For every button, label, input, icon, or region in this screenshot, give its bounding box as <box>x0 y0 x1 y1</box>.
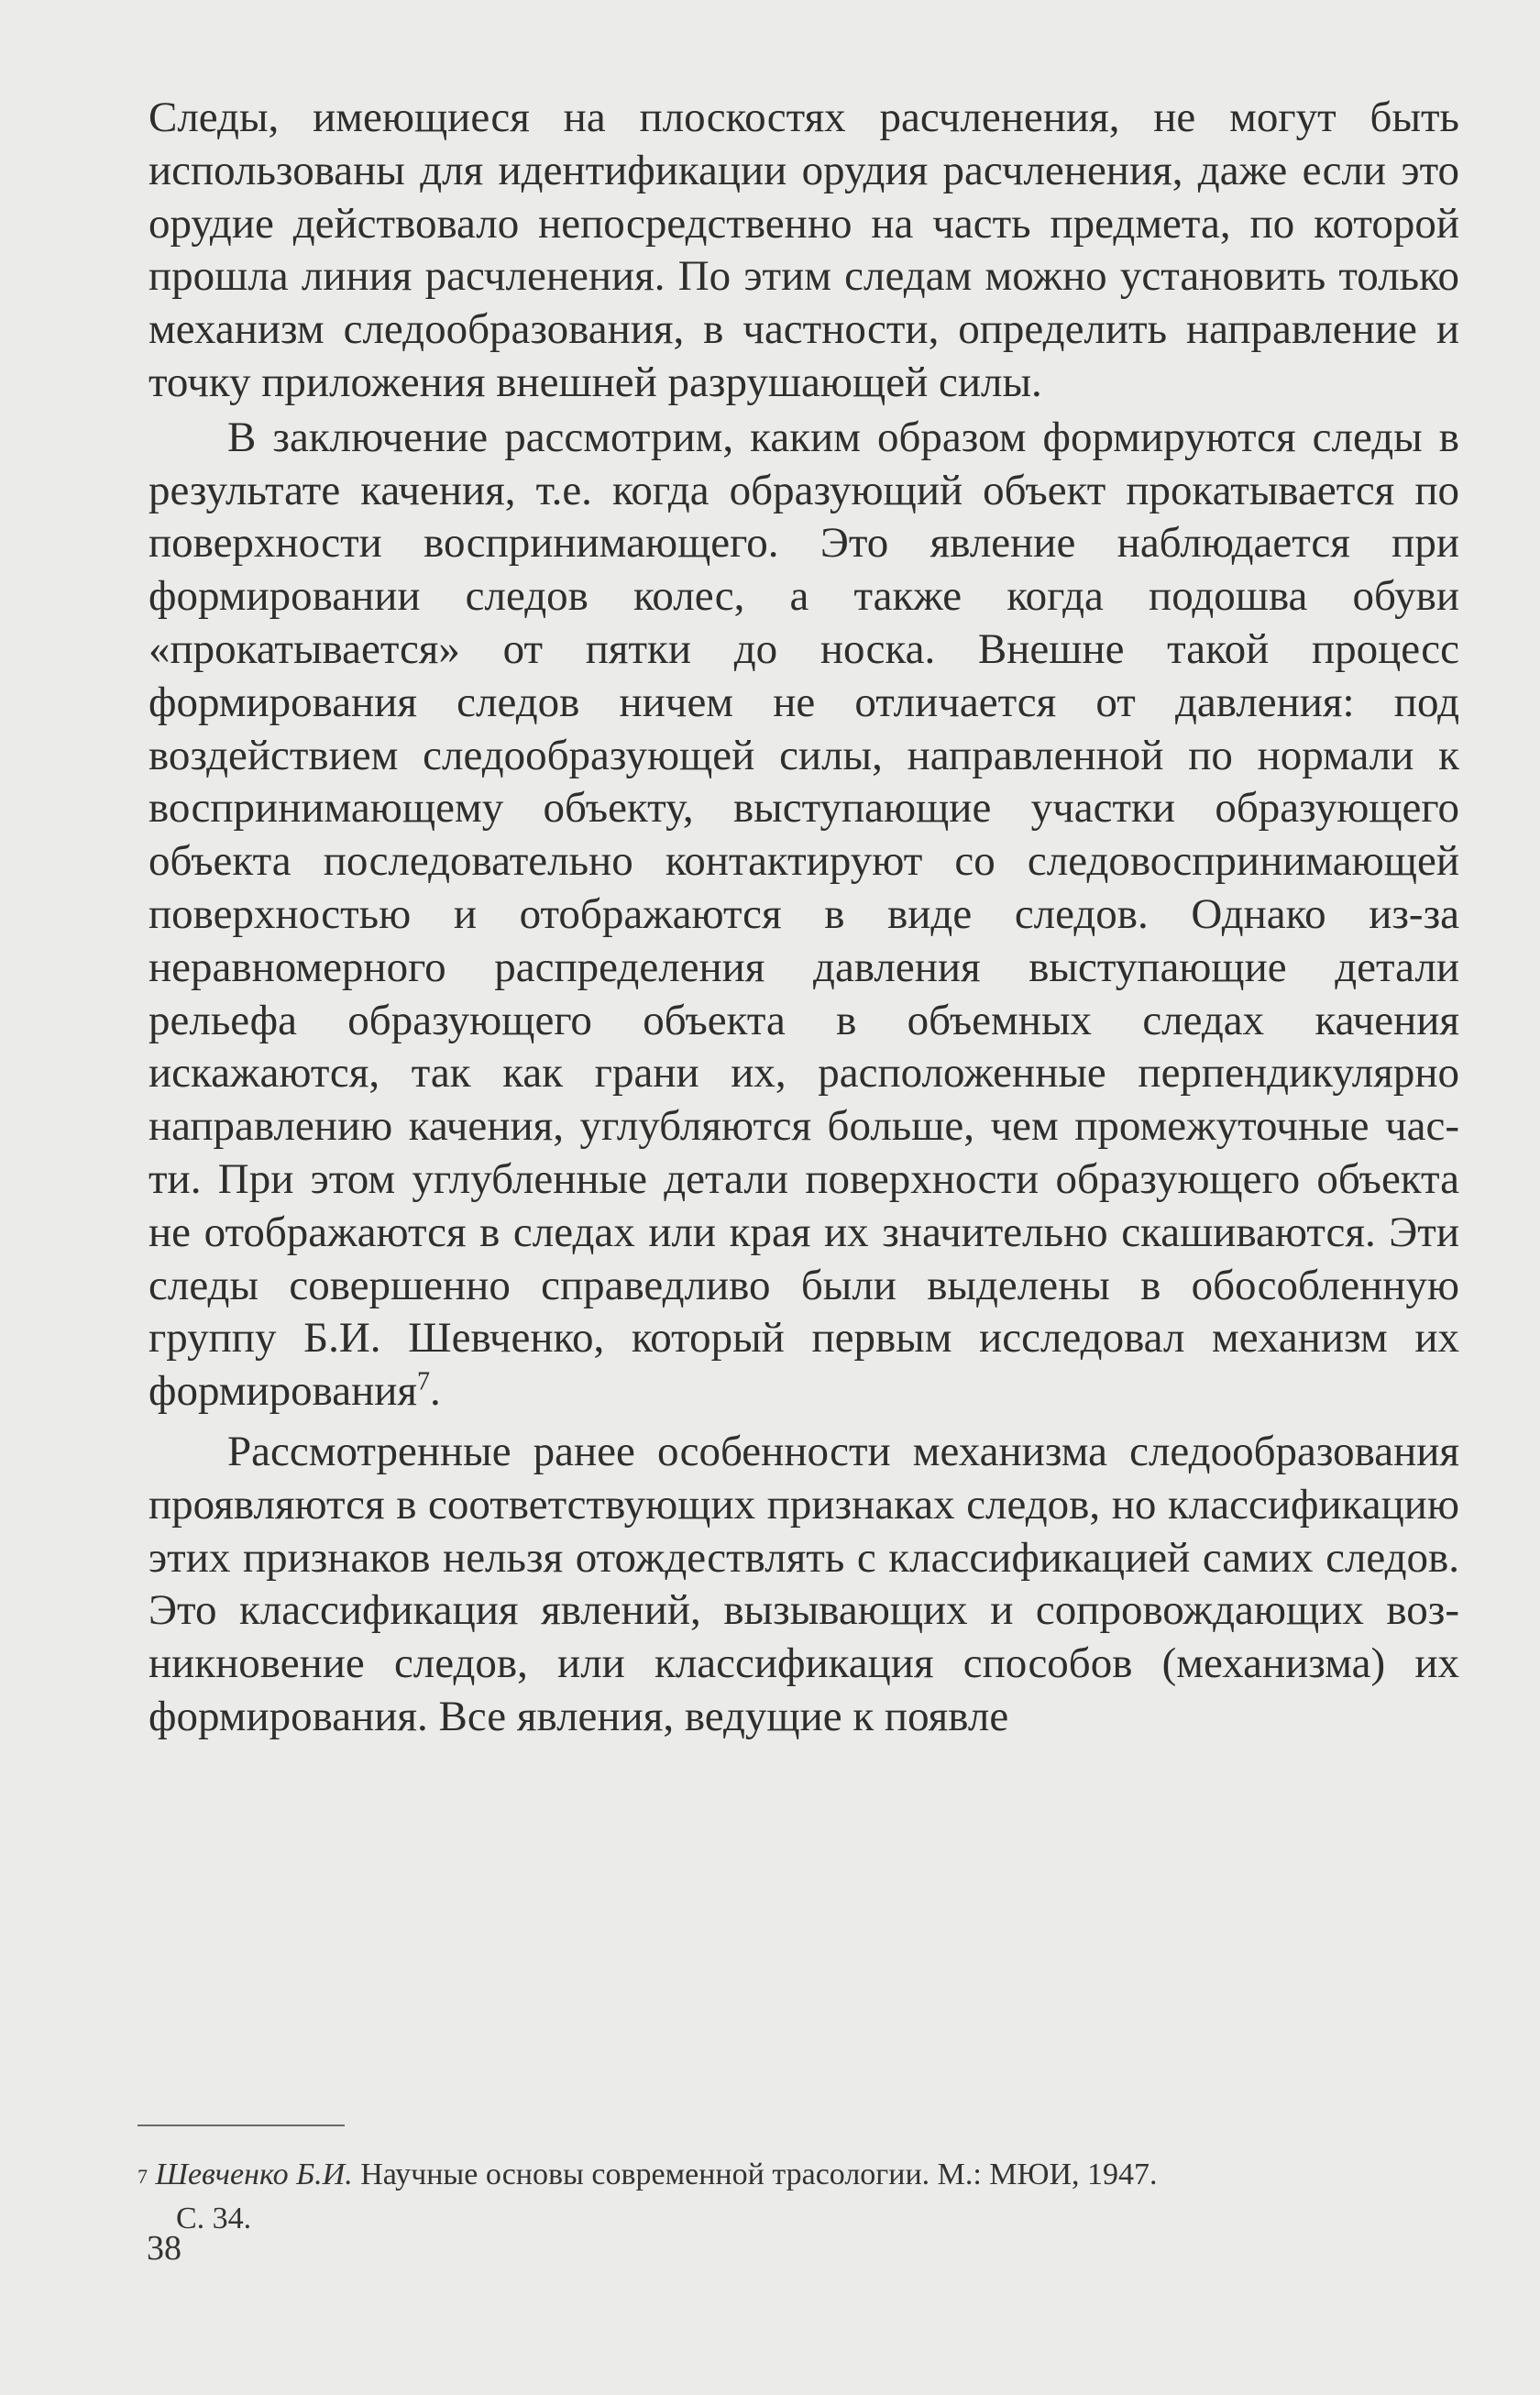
page-number: 38 <box>147 2229 182 2268</box>
paragraph-1 <box>148 92 1459 410</box>
body-text <box>148 92 1459 1744</box>
footnote-pages: С. 34. <box>176 2202 252 2235</box>
footnote-divider <box>138 2125 345 2126</box>
paragraph-2-text: В заключение рассмотрим, каким образом формируются следы в результате качения, т.е. когда образующий объект прокатывается по поверхности воспринимающего. Это явление наблюдается при формировании следов колес, а также когда подошва обуви «прокатывается» от пятки до носка. Внешне такой процесс формирования следов ничем не отличается от давления: под воздействием следообразующей силы, направленной по нормали к воспринимающему объекту, выступающие участки образующего объекта последовательно контактируют со следовоспринимающей поверхностью и отображаются в виде следов. Однако из-за неравномерного распределения давления выступающие детали рельефа образующего объекта в объемных следах качения искажаются, так как грани их, расположенные перпендикулярно направлению качения, углубляются больше, чем промежуточные части. При этом углубленные детали поверхности образующего объекта не отображаются в следах или края их значительно скашиваются. Эти следы совершенно справедливо были выделены в обособленную группу Б.И. Шевченко, который первым исследовал механизм их формирования <box>148 413 1459 1416</box>
footnote <box>138 2153 1458 2241</box>
footnote-author: Шевченко Б.И. <box>155 2158 353 2191</box>
paragraph-2-tail: . <box>430 1367 441 1416</box>
footnote-title: Научные основы современной трасологии. М.: МЮИ, 1947. <box>360 2158 1158 2191</box>
paragraph-1-text: Следы, имеющиеся на плоскостях расчленения, не могут быть использованы для идентификации орудия расчленения, даже если это орудие действовало непосредственно на часть предмета, по которой прошла линия расчленения. По этим следам можно установить только механизм следообразования, в частности, определить направление и точку приложения внешней разрушающей силы. <box>148 94 1459 406</box>
footnote-line-1 <box>138 2153 1458 2197</box>
paragraph-2 <box>148 412 1459 1418</box>
paragraph-3 <box>148 1426 1459 1744</box>
footnote-number: 7 <box>138 2165 148 2188</box>
footnote-line-2 <box>138 2197 1458 2241</box>
footnote-reference[interactable]: 7 <box>417 1367 430 1396</box>
paragraph-3-text: Рассмотренные ранее особенности механизма следообразования проявляются в соответствующих признаках следов, но классификацию этих признаков нельзя отождествлять с классификацией самих следов. Это классификация явлений, вызывающих и сопровождающих возникновение следов, или классификация способов (механизма) их формирования. Все явления, ведущие к появле <box>148 1427 1459 1740</box>
